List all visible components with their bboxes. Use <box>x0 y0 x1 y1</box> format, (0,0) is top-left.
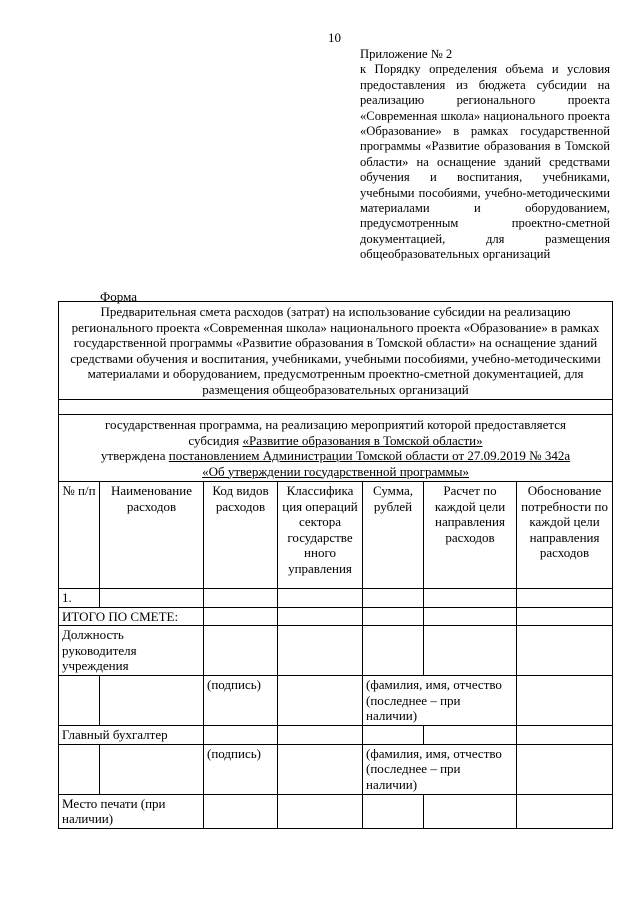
table-row <box>59 589 613 608</box>
form-label: Форма <box>100 289 137 304</box>
row-number: 1. <box>59 589 100 608</box>
subsidy-name: «Развитие образования в Томской области» <box>242 432 483 448</box>
program-line3: утверждена постановлением Администрации Томской области от 27.09.2019 № 342а <box>100 448 571 463</box>
head-row <box>59 626 613 676</box>
approved-link: постановлением Администрации Томской области от 27.09.2019 № 342а <box>168 448 571 463</box>
col-number: № п/п <box>59 482 100 589</box>
chief-accountant: Главный бухгалтер <box>59 726 204 745</box>
estimate-title: Предварительная смета расходов (затрат) на использование субсидии на реализацию регионального проекта «Современная школа» национального проекта «Образование» в рамках государственной программы «Развитие образования в Томской области» на оснащение зданий средствами обучения и воспитания, учебниками, учебными пособиями, учебно-методическими материалами и оборудованием, предусмотренным проектно-сметной документацией, для размещения общеобразовательных организаций <box>59 302 613 400</box>
appendix-block <box>360 47 610 263</box>
col-classification: Классифика ция операций сектора государстве нного управления <box>278 482 363 589</box>
program-line4: «Об утверждении государственной программы» <box>202 463 469 479</box>
col-calculation: Расчет по каждой цели направления расходов <box>424 482 517 589</box>
total-label: ИТОГО ПО СМЕТЕ: <box>59 607 204 626</box>
program-info <box>59 415 613 482</box>
blank-row <box>59 400 613 415</box>
signature-label: (подпись) <box>204 744 278 794</box>
col-justification: Обоснование потребности по каждой цели направления расходов <box>517 482 613 589</box>
total-row <box>59 607 613 626</box>
col-sum: Сумма, рублей <box>363 482 424 589</box>
stamp-row <box>59 794 613 828</box>
col-code: Код видов расходов <box>204 482 278 589</box>
estimate-table <box>58 301 613 829</box>
appendix-title: Приложение № 2 <box>360 47 453 61</box>
accountant-row <box>59 726 613 745</box>
fio-label: (фамилия, имя, отчество (последнее – при наличии) <box>363 744 517 794</box>
col-name: Наименование расходов <box>100 482 204 589</box>
head-signature-row <box>59 676 613 726</box>
page-number: 10 <box>328 30 341 45</box>
program-line2: субсидия «Развитие образования в Томской области» <box>188 432 483 448</box>
signature-label: (подпись) <box>204 676 278 726</box>
appendix-text: к Порядку определения объема и условия предоставления из бюджета субсидии на реализацию регионального проекта «Современная школа» национального проекта «Образование» в рамках государственной программы «Развитие образования в Томской области» на оснащение зданий средствами обучения и воспитания, учебниками, учебными пособиями, учебно-методическими материалами и оборудованием, предусмотренным проектно-сметной документацией, для размещения общеобразовательных организаций <box>360 62 610 262</box>
head-position: Должность руководителя учреждения <box>59 626 204 676</box>
stamp-label: Место печати (при наличии) <box>59 794 204 828</box>
program-line1: государственная программа, на реализацию мероприятий которой предоставляется <box>105 417 567 432</box>
accountant-signature-row <box>59 744 613 794</box>
fio-label: (фамилия, имя, отчество (последнее – при наличии) <box>363 676 517 726</box>
